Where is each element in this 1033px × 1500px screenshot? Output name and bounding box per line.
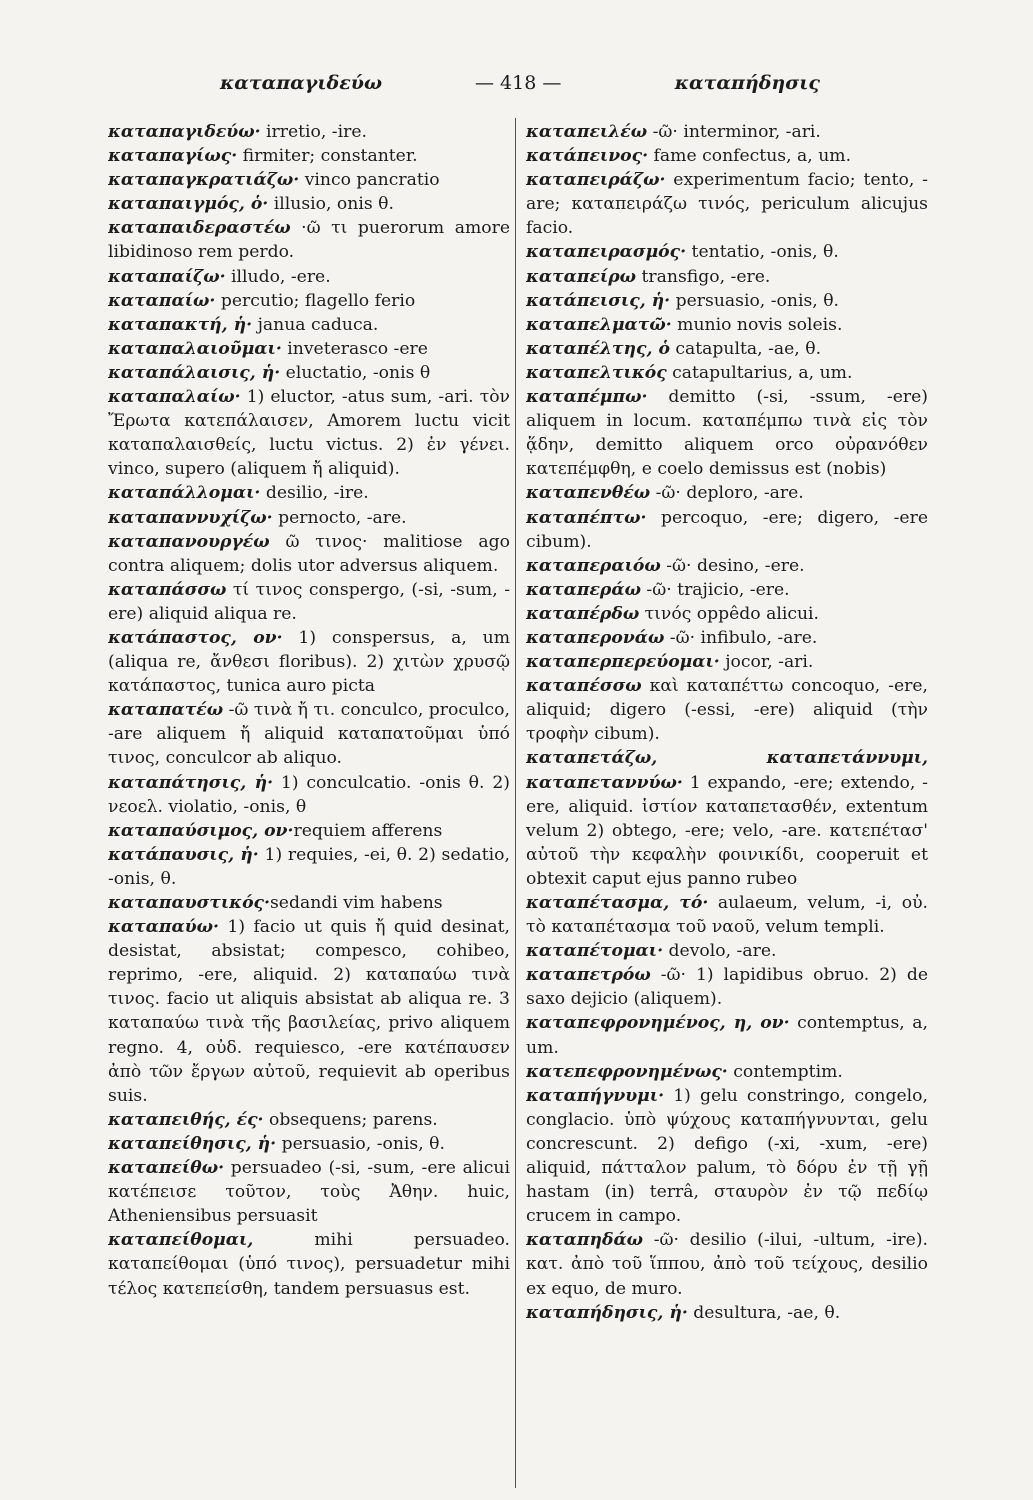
entry-definition: ῶ τινος· malitiose ago contra aliquem; dolis utor adversus aliquem.	[108, 531, 510, 576]
dictionary-entry	[526, 120, 928, 144]
entry-definition: percutio; flagello ferio	[215, 290, 416, 311]
entry-definition: sedandi vim habens	[269, 893, 443, 913]
entry-headword: καταπαγιδεύω·	[108, 122, 261, 142]
dictionary-entry	[108, 819, 510, 843]
entry-headword: καταπετρόω	[526, 965, 651, 986]
entry-headword: καταπάλαισις, ἡ·	[108, 362, 281, 383]
entry-headword: καταπανουργέω	[108, 531, 270, 552]
dictionary-entry	[526, 578, 928, 602]
entry-headword: καταπακτή, ἡ·	[108, 314, 253, 335]
entry-headword: καταπεραιόω	[526, 555, 661, 576]
page-number: — 418 —	[475, 72, 562, 94]
dictionary-entry	[526, 506, 928, 554]
entry-headword: καταπαυστικός·	[108, 893, 270, 913]
right-column	[526, 120, 928, 1480]
entry-definition: persuasio, -onis, θ.	[670, 290, 840, 311]
entry-definition: catapultarius, a, um.	[666, 362, 853, 383]
dictionary-entry	[526, 481, 928, 505]
entry-definition: demitto (-si, -ssum, -ere) aliquem in locum. καταπέμπω τινὰ εἰς τὸν ᾅδην, demitto aliquem orco οὐρανόθεν κατεπέμφθη, e coelo demissus est (nobis)	[526, 387, 928, 480]
entry-headword: καταπαιγμός, ὁ·	[108, 194, 269, 215]
dictionary-entry	[108, 481, 510, 505]
entry-headword: καταπείρω	[526, 266, 637, 287]
dictionary-entry	[108, 1132, 510, 1156]
entry-headword: καταπαλαιοῦμαι·	[108, 338, 282, 359]
entry-headword: καταπεράω	[526, 579, 641, 600]
dictionary-entry	[108, 530, 510, 578]
dictionary-entry	[526, 963, 928, 1011]
entry-definition: aulaeum, velum, -i, οὐ. τὸ καταπέτασμα τοῦ ναοῦ, velum templi.	[526, 893, 928, 938]
entry-definition: -ῶ· infibulo, -are.	[664, 627, 818, 648]
entry-definition: pernocto, -are.	[272, 507, 407, 528]
column-divider	[515, 118, 516, 1488]
dictionary-entry	[108, 168, 510, 192]
entry-headword: κατάπεισις, ἡ·	[526, 290, 671, 311]
entry-headword: καταπερπερεύομαι·	[526, 652, 720, 673]
dictionary-entry	[108, 1228, 510, 1300]
entry-headword: καταπειλέω	[526, 122, 648, 142]
entry-headword: καταπειρασμός·	[526, 242, 687, 263]
entry-definition: ·ῶ τι puerorum amore libidinoso rem perdo.	[108, 218, 510, 263]
dictionary-entry	[108, 265, 510, 289]
dictionary-entry	[526, 1011, 928, 1059]
entry-definition: persuasio, -onis, θ.	[276, 1133, 445, 1154]
entry-headword: καταπέσσω	[526, 676, 642, 697]
entry-headword: κατεπεφρονημένως·	[526, 1061, 728, 1082]
entry-definition: vinco pancratio	[299, 170, 440, 191]
dictionary-entry	[108, 192, 510, 216]
entry-definition: illusio, onis θ.	[268, 194, 394, 215]
entry-headword: καταπείθησις, ἡ·	[108, 1133, 277, 1154]
entry-headword: καταπελτικός	[526, 362, 667, 383]
dictionary-entry	[108, 506, 510, 530]
entry-definition: mihi persuadeo. καταπείθομαι (ὑπό τινος), persuadetur mihi τέλος κατεπείσθη, tandem persuasus est.	[108, 1230, 510, 1299]
dictionary-entry	[108, 144, 510, 168]
entry-headword: καταπαίω·	[108, 290, 216, 311]
dictionary-entry	[108, 915, 510, 1108]
dictionary-entry	[108, 626, 510, 698]
entry-definition: transfigo, -ere.	[636, 266, 771, 287]
entry-headword: καταπείθομαι,	[108, 1230, 254, 1251]
running-head	[220, 72, 820, 102]
left-column	[108, 120, 510, 1480]
entry-headword: καταπερονάω	[526, 627, 665, 648]
dictionary-entry	[108, 337, 510, 361]
entry-definition: -ῶ· trajicio, -ere.	[640, 579, 790, 600]
entry-headword: καταπαύσιμος, ον·	[108, 820, 294, 841]
entry-definition: percoquo, -ere; digero, -ere cibum).	[526, 507, 928, 552]
dictionary-entry	[108, 843, 510, 891]
entry-definition: τινός oppêdo alicui.	[639, 603, 820, 624]
entry-headword: καταπενθέω	[526, 483, 651, 504]
entry-definition: experimentum facio; tento, -are; καταπειράζω τινός, periculum alicujus facio.	[526, 170, 928, 239]
dictionary-entry	[108, 771, 510, 819]
entry-headword: καταπετάζω, καταπετάννυμι, καταπεταννύω·	[526, 748, 928, 793]
entry-headword: καταπάλλομαι·	[108, 483, 261, 504]
dictionary-entry	[108, 1156, 510, 1228]
entry-definition: catapulta, -ae, θ.	[669, 338, 822, 359]
entry-headword: καταπήγνυμι·	[526, 1085, 665, 1106]
dictionary-entry	[526, 337, 928, 361]
dictionary-entry	[108, 216, 510, 264]
dictionary-entry	[108, 361, 510, 385]
entry-headword: κατάπαυσις, ἡ·	[108, 844, 259, 865]
dictionary-entry	[526, 361, 928, 385]
entry-definition: contemptim.	[727, 1061, 843, 1082]
header-last-word: καταπήδησις	[674, 72, 820, 94]
entry-definition: devolo, -are.	[663, 941, 777, 962]
dictionary-entry	[526, 554, 928, 578]
entry-headword: καταπέτομαι·	[526, 941, 664, 962]
entry-headword: καταπαίζω·	[108, 266, 226, 287]
dictionary-entry	[526, 144, 928, 168]
entry-definition: -ῶ· interminor, -ari.	[647, 122, 821, 142]
dictionary-entry	[526, 1228, 928, 1300]
entry-definition: desilio, -ire.	[260, 483, 369, 504]
entry-headword: καταπαγκρατιάζω·	[108, 170, 300, 191]
dictionary-entry	[526, 385, 928, 481]
header-first-word: καταπαγιδεύω	[220, 72, 383, 94]
dictionary-entry	[526, 168, 928, 240]
dictionary-entry	[526, 289, 928, 313]
entry-headword: καταπειθής, ές·	[108, 1109, 264, 1130]
entry-definition: contemptus, a, um.	[526, 1013, 928, 1058]
dictionary-entry	[526, 650, 928, 674]
dictionary-entry	[526, 240, 928, 264]
entry-definition: eluctatio, -onis θ	[280, 362, 431, 383]
entry-definition: 1) conspersus, a, um (aliqua re, ἄνθεσι floribus). 2) χιτὼν χρυσῷ κατάπαστος, tunica auro picta	[108, 627, 510, 697]
entry-definition: 1) facio ut quis ἤ quid desinat, desistat, absistat; compesco, cohibeo, reprimo, -ere, aliquid. 2) καταπαύω τινὰ τινος. facio ut aliquis absistat ab aliqua re. 3 καταπαύω τινὰ τῆς βασιλείας, privo aliquem regno. 4, οὐδ. requiesco, -ere κατέπαυσεν ἀπὸ τῶν ἔργων αὐτοῦ, requievit ab operibus suis.	[108, 917, 510, 1106]
dictionary-entry	[526, 674, 928, 746]
dictionary-entry	[526, 1060, 928, 1084]
entry-definition: janua caduca.	[252, 314, 379, 335]
entry-headword: καταπέτασμα, τό·	[526, 893, 709, 913]
dictionary-entry	[108, 313, 510, 337]
entry-headword: καταπάτησις, ἡ·	[108, 772, 274, 793]
entry-headword: κατάπαστος, ον·	[108, 627, 283, 648]
entry-definition: -ῶ· desino, -ere.	[660, 555, 805, 576]
entry-definition: fame confectus, a, um.	[648, 146, 852, 167]
entry-headword: καταπειράζω·	[526, 170, 666, 191]
dictionary-entry	[108, 385, 510, 481]
entry-definition: munio novis soleis.	[671, 314, 843, 335]
entry-definition: -ῶ· desilio (-ilui, -ultum, -ire). κατ. ἀπὸ τοῦ ἵππου, ἀπὸ τοῦ τείχους, desilio ex equo, de muro.	[526, 1230, 928, 1299]
entry-headword: καταπέρδω	[526, 603, 640, 624]
entry-definition: requiem afferens	[293, 820, 443, 841]
entry-headword: καταπαύω·	[108, 917, 219, 938]
entry-definition: 1) requies, -ei, θ. 2) sedatio, -onis, θ.	[108, 844, 510, 889]
entry-definition: 1) conculcatio. -onis θ. 2) νεοελ. violatio, -onis, θ	[108, 772, 510, 817]
dictionary-entry	[526, 602, 928, 626]
dictionary-entry	[526, 626, 928, 650]
entry-headword: καταπέπτω·	[526, 507, 647, 528]
dictionary-entry	[526, 1301, 928, 1325]
entry-definition: jocor, -ari.	[719, 652, 814, 673]
entry-headword: καταπαγίως·	[108, 146, 238, 167]
entry-definition: τί τινος conspergo, (-si, -sum, -ere) aliquid aliqua re.	[108, 579, 510, 624]
entry-definition: desultura, -ae, θ.	[687, 1302, 841, 1323]
entry-headword: καταπήδησις, ἡ·	[526, 1302, 688, 1323]
dictionary-entry	[526, 265, 928, 289]
entry-headword: καταπαννυχίζω·	[108, 507, 273, 528]
dictionary-entry	[108, 289, 510, 313]
entry-definition: firmiter; constanter.	[237, 146, 418, 167]
entry-headword: καταπάσσω	[108, 579, 227, 600]
entry-definition: -ῶ· 1) lapidibus obruo. 2) de saxo dejicio (aliquem).	[526, 965, 928, 1010]
entry-headword: καταπηδάω	[526, 1230, 644, 1251]
entry-definition: tentatio, -onis, θ.	[686, 242, 839, 263]
dictionary-entry	[108, 698, 510, 770]
entry-definition: persuadeo (-si, -sum, -ere alicui κατέπεισε τοῦτον, τοὺς Ἀθην. huic, Atheniensibus persuasit	[108, 1158, 510, 1227]
entry-headword: κατάπεινος·	[526, 146, 649, 167]
dictionary-entry	[108, 120, 510, 144]
entry-definition: inveterasco -ere	[281, 338, 428, 359]
entry-headword: καταπέμπω·	[526, 387, 648, 408]
dictionary-entry	[108, 891, 510, 915]
dictionary-entry	[108, 578, 510, 626]
dictionary-entry	[526, 939, 928, 963]
entry-definition: irretio, -ire.	[260, 122, 367, 142]
entry-definition: -ῶ· deploro, -are.	[650, 483, 804, 504]
entry-definition: καὶ καταπέττω concoquo, -ere, aliquid; digero (-essi, -ere) aliquid (τὴν τροφὴν cibum).	[526, 676, 928, 745]
dictionary-entry	[526, 1084, 928, 1229]
entry-headword: καταπαιδεραστέω	[108, 218, 291, 239]
entry-definition: illudo, -ere.	[225, 266, 331, 287]
dictionary-entry	[526, 313, 928, 337]
entry-headword: καταπελματῶ·	[526, 314, 672, 335]
entry-definition: 1) eluctor, -atus sum, -ari. τὸν Ἔρωτα κατεπάλαισεν, Amorem luctu vicit καταπαλαισθείς, luctu victus. 2) ἐν γένει. vinco, supero (aliquem ἤ aliquid).	[108, 387, 510, 480]
entry-headword: καταπείθω·	[108, 1158, 225, 1179]
dictionary-entry	[526, 746, 928, 891]
dictionary-entry	[108, 1108, 510, 1132]
entry-headword: καταπεφρονημένος, η, ον·	[526, 1013, 790, 1034]
entry-headword: καταπαλαίω·	[108, 387, 241, 408]
entry-definition: 1) gelu constringo, congelo, conglacio. ὑπὸ ψύχους καταπήγνυνται, gelu concrescunt. 2) defigo (-xi, -xum, -ere) aliquid, πάτταλον palum, τὸ δόρυ ἐν τῇ γῇ hastam (in) terrâ, σταυρὸν ἐν τῷ πεδίῳ crucem in campo.	[526, 1085, 928, 1227]
entry-headword: καταπέλτης, ὁ	[526, 338, 670, 359]
entry-definition: 1 expando, -ere; extendo, -ere, aliquid. ἱστίον καταπετασθέν, extentum velum 2) obtego, -ere; velo, -are. κατεπέτασ' αὐτοῦ τὴν κεφαλὴν φοινικίδι, cooperuit et obtexit caput ejus panno rubeo	[526, 772, 928, 889]
dictionary-entry	[526, 891, 928, 939]
entry-definition: obsequens; parens.	[263, 1109, 438, 1130]
entry-definition: -ῶ τινὰ ἤ τι. conculco, proculco, -are aliquem ἤ aliquid καταπατοῦμαι ὑπό τινος, conculcor ab aliquo.	[108, 700, 510, 769]
entry-headword: καταπατέω	[108, 700, 224, 721]
